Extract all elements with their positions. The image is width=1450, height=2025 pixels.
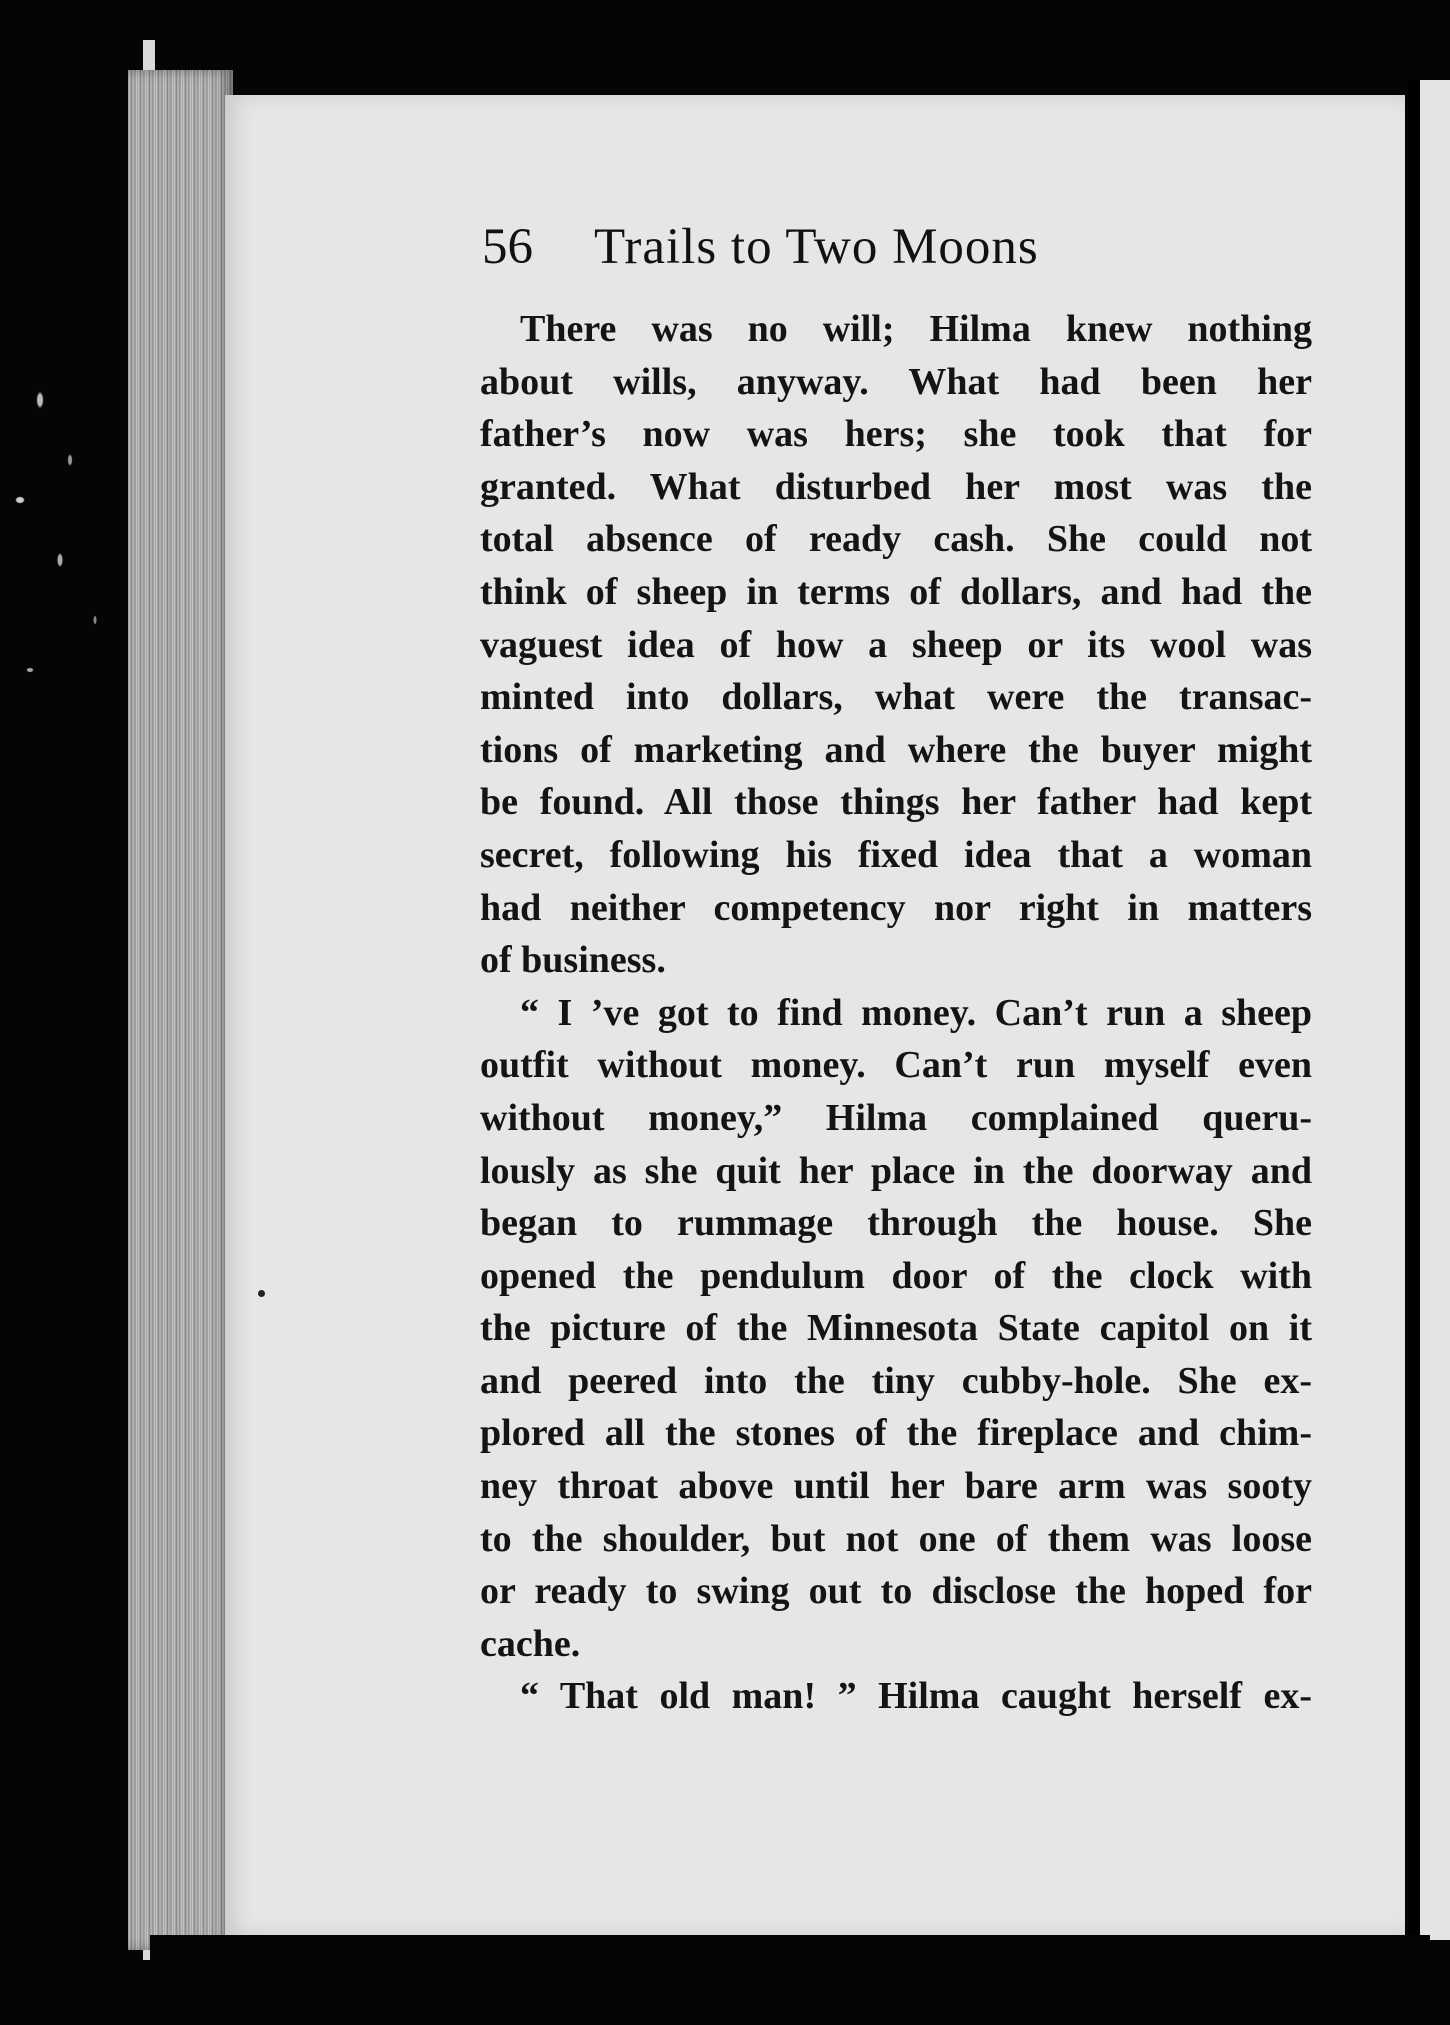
running-title: Trails to Two Moons: [594, 219, 1039, 275]
page-number: 56: [482, 219, 533, 275]
text-line: had neither competency nor right in matters: [480, 886, 1312, 929]
text-line: lously as she quit her place in the doorway and: [480, 1149, 1312, 1192]
text-line: the picture of the Minnesota State capitol on it: [480, 1307, 1312, 1350]
margin-speckles: [0, 340, 130, 740]
text-line: minted into dollars, what were the transac-: [480, 676, 1312, 719]
text-line: father’s now was hers; she took that for: [480, 413, 1312, 456]
text-line: of business.: [480, 939, 666, 982]
text-line: outfit without money. Can’t run myself even: [480, 1044, 1312, 1087]
text-line: began to rummage through the house. She: [480, 1202, 1312, 1245]
text-line: total absence of ready cash. She could not: [480, 518, 1312, 561]
text-line: and peered into the tiny cubby-hole. She ex-: [480, 1359, 1312, 1402]
text-line: ney throat above until her bare arm was sooty: [480, 1465, 1312, 1508]
body-text: [480, 303, 1312, 1723]
text-line: be found. All those things her father had kept: [480, 781, 1312, 824]
text-line: granted. What disturbed her most was the: [480, 465, 1312, 508]
running-header: [482, 218, 1182, 276]
text-line: “ That old man! ” Hilma caught herself ex-: [520, 1675, 1312, 1718]
text-line: about wills, anyway. What had been her: [480, 360, 1312, 403]
text-line: opened the pendulum door of the clock with: [480, 1254, 1312, 1297]
facing-page-edge: [1408, 80, 1450, 1940]
text-line: or ready to swing out to disclose the hoped for: [480, 1570, 1312, 1613]
text-line: vaguest idea of how a sheep or its wool was: [480, 623, 1312, 666]
text-line: think of sheep in terms of dollars, and had the: [480, 570, 1312, 613]
text-line: plored all the stones of the fireplace and chim-: [480, 1412, 1312, 1455]
page-block-edges: [128, 70, 233, 1950]
text-line: “ I ’ve got to find money. Can’t run a sheep: [520, 991, 1312, 1034]
text-line: without money,” Hilma complained queru-: [480, 1096, 1312, 1139]
ink-speck: [258, 1290, 265, 1297]
text-line: secret, following his fixed idea that a woman: [480, 833, 1312, 876]
text-line: There was no will; Hilma knew nothing: [520, 308, 1312, 350]
text-line: cache.: [480, 1622, 581, 1665]
bottom-shadow: [150, 1935, 1430, 2025]
text-line: to the shoulder, but not one of them was loose: [480, 1517, 1312, 1560]
text-line: tions of marketing and where the buyer might: [480, 728, 1312, 771]
